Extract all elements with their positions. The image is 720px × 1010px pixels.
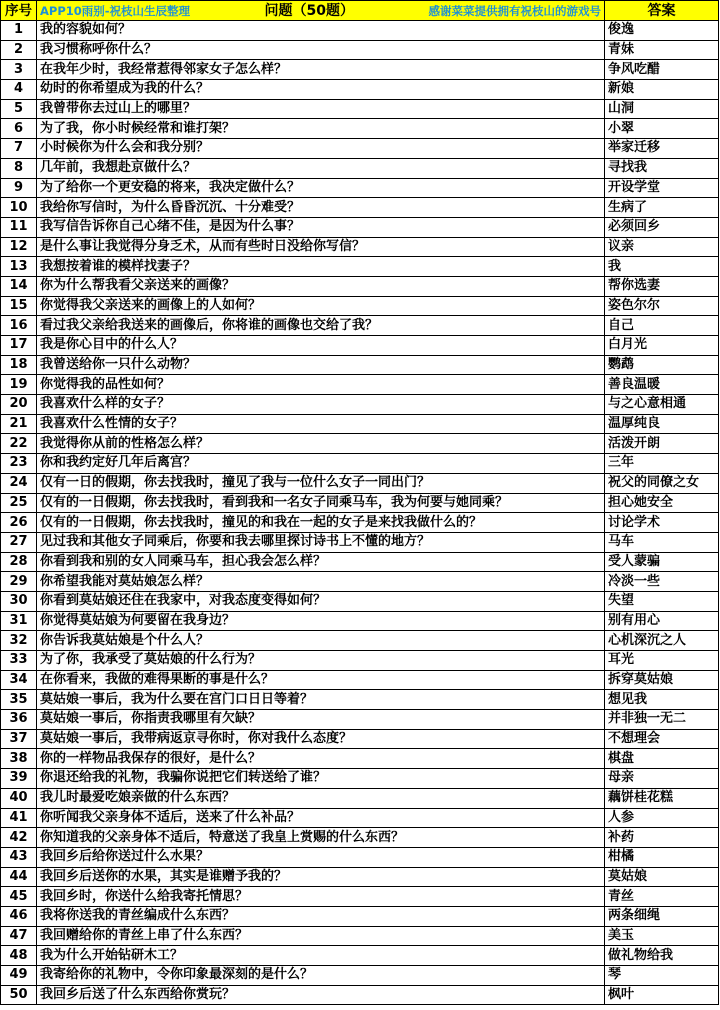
table-row — [1, 985, 719, 1005]
table-row — [1, 808, 719, 828]
table-row — [1, 119, 719, 139]
answer-cell: 议亲 — [605, 237, 719, 257]
question-cell: 我寄给你的礼物中，令你印象最深刻的是什么？ — [37, 966, 605, 986]
question-cell: 你觉得我的品性如何？ — [37, 375, 605, 395]
number-column-header: 序号 — [1, 1, 37, 21]
question-cell: 你和我约定好几年后离宫？ — [37, 454, 605, 474]
row-number: 39 — [1, 769, 37, 789]
table-body — [1, 21, 719, 1005]
answer-cell: 藕饼桂花糕 — [605, 788, 719, 808]
answer-cell: 人参 — [605, 808, 719, 828]
table-row — [1, 828, 719, 848]
question-cell: 仅有的一日假期，你去找我时，看到我和一名女子同乘马车，我为何要与她同乘？ — [37, 493, 605, 513]
row-number: 17 — [1, 336, 37, 356]
table-row — [1, 434, 719, 454]
row-number: 42 — [1, 828, 37, 848]
table-row — [1, 710, 719, 730]
question-cell: 我回乡后给你送过什么水果？ — [37, 847, 605, 867]
question-cell: 你听闻我父亲身体不适后，送来了什么补品？ — [37, 808, 605, 828]
table-row — [1, 139, 719, 159]
question-cell: 为了你，我承受了莫姑娘的什么行为？ — [37, 651, 605, 671]
table-row — [1, 355, 719, 375]
row-number: 43 — [1, 847, 37, 867]
table-row — [1, 690, 719, 710]
answer-cell: 担心她安全 — [605, 493, 719, 513]
table-row — [1, 749, 719, 769]
row-number: 45 — [1, 887, 37, 907]
row-number: 3 — [1, 60, 37, 80]
question-cell: 你退还给我的礼物，我骗你说把它们转送给了谁？ — [37, 769, 605, 789]
row-number: 15 — [1, 296, 37, 316]
row-number: 46 — [1, 906, 37, 926]
table-row — [1, 395, 719, 415]
answer-cell: 莫姑娘 — [605, 867, 719, 887]
question-cell: 你知道我的父亲身体不适后，特意送了我皇上赏赐的什么东西？ — [37, 828, 605, 848]
row-number: 6 — [1, 119, 37, 139]
answer-cell: 马车 — [605, 532, 719, 552]
answer-cell: 柑橘 — [605, 847, 719, 867]
table-row — [1, 611, 719, 631]
row-number: 7 — [1, 139, 37, 159]
table-row — [1, 591, 719, 611]
table-row — [1, 729, 719, 749]
row-number: 24 — [1, 473, 37, 493]
question-cell: 我喜欢什么性情的女子？ — [37, 414, 605, 434]
answer-cell: 生病了 — [605, 198, 719, 218]
answer-cell: 小翠 — [605, 119, 719, 139]
question-cell: 我曾送给你一只什么动物？ — [37, 355, 605, 375]
row-number: 20 — [1, 395, 37, 415]
answer-cell: 白月光 — [605, 336, 719, 356]
row-number: 35 — [1, 690, 37, 710]
question-cell: 莫姑娘一事后，你指责我哪里有欠缺？ — [37, 710, 605, 730]
table-row — [1, 158, 719, 178]
question-cell: 莫姑娘一事后，我带病返京寻你时，你对我什么态度？ — [37, 729, 605, 749]
table-row — [1, 237, 719, 257]
row-number: 38 — [1, 749, 37, 769]
table-row — [1, 296, 719, 316]
answer-cell: 耳光 — [605, 651, 719, 671]
answer-cell: 枫叶 — [605, 985, 719, 1005]
question-cell: 我回乡后送你的水果，其实是谁赠予我的？ — [37, 867, 605, 887]
table-row — [1, 493, 719, 513]
table-row — [1, 552, 719, 572]
answer-cell: 鹦鹉 — [605, 355, 719, 375]
question-cell: 我想按着谁的模样找妻子？ — [37, 257, 605, 277]
table-row — [1, 631, 719, 651]
row-number: 16 — [1, 316, 37, 336]
row-number: 33 — [1, 651, 37, 671]
row-number: 21 — [1, 414, 37, 434]
question-cell: 你的一样物品我保存的很好，是什么？ — [37, 749, 605, 769]
question-cell: 你看到我和别的女人同乘马车，担心我会怎么样？ — [37, 552, 605, 572]
row-number: 23 — [1, 454, 37, 474]
answer-cell: 别有用心 — [605, 611, 719, 631]
row-number: 13 — [1, 257, 37, 277]
answer-cell: 不想理会 — [605, 729, 719, 749]
row-number: 1 — [1, 21, 37, 41]
question-cell: 你看到莫姑娘还住在我家中，对我态度变得如何？ — [37, 591, 605, 611]
row-number: 48 — [1, 946, 37, 966]
question-cell: 在你看来，我做的难得果断的事是什么？ — [37, 670, 605, 690]
question-cell: 是什么事让我觉得分身乏术，从而有些时日没给你写信？ — [37, 237, 605, 257]
question-cell: 我将你送我的青丝编成什么东西？ — [37, 906, 605, 926]
row-number: 19 — [1, 375, 37, 395]
question-cell: 为了我，你小时候经常和谁打架？ — [37, 119, 605, 139]
table-row — [1, 946, 719, 966]
question-cell: 为了给你一个更安稳的将来，我决定做什么？ — [37, 178, 605, 198]
table-row — [1, 651, 719, 671]
question-cell: 你为什么帮我看父亲送来的画像？ — [37, 276, 605, 296]
row-number: 5 — [1, 99, 37, 119]
row-number: 37 — [1, 729, 37, 749]
table-row — [1, 769, 719, 789]
table-row — [1, 966, 719, 986]
row-number: 11 — [1, 217, 37, 237]
table-row — [1, 99, 719, 119]
answer-cell: 新娘 — [605, 80, 719, 100]
row-number: 25 — [1, 493, 37, 513]
answer-cell: 争风吃醋 — [605, 60, 719, 80]
table-row — [1, 454, 719, 474]
table-row — [1, 887, 719, 907]
table-row — [1, 572, 719, 592]
question-cell: 我回乡时，你送什么给我寄托情思？ — [37, 887, 605, 907]
question-cell: 你觉得我父亲送来的画像上的人如何？ — [37, 296, 605, 316]
row-number: 2 — [1, 40, 37, 60]
table-row — [1, 217, 719, 237]
question-cell: 看过我父亲给我送来的画像后，你将谁的画像也交给了我？ — [37, 316, 605, 336]
row-number: 12 — [1, 237, 37, 257]
question-cell: 你希望我能对莫姑娘怎么样？ — [37, 572, 605, 592]
row-number: 47 — [1, 926, 37, 946]
row-number: 41 — [1, 808, 37, 828]
row-number: 8 — [1, 158, 37, 178]
answer-cell: 必须回乡 — [605, 217, 719, 237]
row-number: 29 — [1, 572, 37, 592]
answer-cell: 与之心意相通 — [605, 395, 719, 415]
question-column-header — [37, 1, 605, 21]
table-row — [1, 867, 719, 887]
answer-cell: 自己 — [605, 316, 719, 336]
table-row — [1, 198, 719, 218]
table-row — [1, 847, 719, 867]
question-cell: 我回赠给你的青丝上串了什么东西？ — [37, 926, 605, 946]
row-number: 4 — [1, 80, 37, 100]
question-cell: 仅有的一日假期，你去找我时，撞见的和我在一起的女子是来找我做什么的？ — [37, 513, 605, 533]
answer-cell: 做礼物给我 — [605, 946, 719, 966]
answer-cell: 补药 — [605, 828, 719, 848]
answer-cell: 青丝 — [605, 887, 719, 907]
question-cell: 几年前，我想赴京做什么？ — [37, 158, 605, 178]
answer-cell: 美玉 — [605, 926, 719, 946]
header-row — [1, 1, 719, 21]
table-row — [1, 414, 719, 434]
question-cell: 见过我和其他女子同乘后，你要和我去哪里探讨诗书上不懂的地方？ — [37, 532, 605, 552]
row-number: 27 — [1, 532, 37, 552]
row-number: 34 — [1, 670, 37, 690]
row-number: 31 — [1, 611, 37, 631]
answer-cell: 姿色尔尔 — [605, 296, 719, 316]
answer-cell: 我 — [605, 257, 719, 277]
row-number: 32 — [1, 631, 37, 651]
question-cell: 仅有一日的假期，你去找我时，撞见了我与一位什么女子一同出门？ — [37, 473, 605, 493]
row-number: 22 — [1, 434, 37, 454]
row-number: 50 — [1, 985, 37, 1005]
row-number: 36 — [1, 710, 37, 730]
answer-cell: 帮你选妻 — [605, 276, 719, 296]
answer-cell: 想见我 — [605, 690, 719, 710]
answer-cell: 受人蒙骗 — [605, 552, 719, 572]
answer-cell: 心机深沉之人 — [605, 631, 719, 651]
row-number: 9 — [1, 178, 37, 198]
table-row — [1, 336, 719, 356]
table-row — [1, 316, 719, 336]
table-row — [1, 473, 719, 493]
row-number: 44 — [1, 867, 37, 887]
answer-cell: 祝父的同僚之女 — [605, 473, 719, 493]
compiler-credit: APP10雨别-祝枝山生辰整理 — [40, 3, 191, 18]
table-row — [1, 21, 719, 41]
question-cell: 我觉得你从前的性格怎么样？ — [37, 434, 605, 454]
table-row — [1, 513, 719, 533]
answer-cell: 寻找我 — [605, 158, 719, 178]
question-cell: 你觉得莫姑娘为何要留在我身边？ — [37, 611, 605, 631]
answer-cell: 活泼开朗 — [605, 434, 719, 454]
row-number: 14 — [1, 276, 37, 296]
answer-cell: 三年 — [605, 454, 719, 474]
question-cell: 我的容貌如何？ — [37, 21, 605, 41]
question-cell: 你告诉我莫姑娘是个什么人？ — [37, 631, 605, 651]
answer-cell: 温厚纯良 — [605, 414, 719, 434]
question-cell: 我喜欢什么样的女子？ — [37, 395, 605, 415]
table-row — [1, 60, 719, 80]
table-row — [1, 178, 719, 198]
question-cell: 莫姑娘一事后，我为什么要在宫门口日日等着？ — [37, 690, 605, 710]
table-row — [1, 80, 719, 100]
row-number: 40 — [1, 788, 37, 808]
answer-cell: 棋盘 — [605, 749, 719, 769]
question-cell: 我写信告诉你自己心绪不佳，是因为什么事？ — [37, 217, 605, 237]
answer-column-header: 答案 — [605, 1, 719, 21]
table-row — [1, 926, 719, 946]
table-row — [1, 670, 719, 690]
answer-cell: 冷淡一些 — [605, 572, 719, 592]
answer-cell: 失望 — [605, 591, 719, 611]
answer-cell: 并非独一无二 — [605, 710, 719, 730]
table-row — [1, 375, 719, 395]
answer-cell: 山洞 — [605, 99, 719, 119]
thanks-credit: 感谢菜菜提供拥有祝枝山的游戏号 — [428, 3, 601, 18]
question-cell: 我给你写信时，为什么昏昏沉沉、十分难受？ — [37, 198, 605, 218]
question-cell: 小时候你为什么会和我分别？ — [37, 139, 605, 159]
row-number: 30 — [1, 591, 37, 611]
answer-cell: 琴 — [605, 966, 719, 986]
question-cell: 在我年少时，我经常惹得邻家女子怎么样？ — [37, 60, 605, 80]
row-number: 18 — [1, 355, 37, 375]
answer-cell: 母亲 — [605, 769, 719, 789]
table-row — [1, 906, 719, 926]
table-row — [1, 276, 719, 296]
question-cell: 我为什么开始钻研木工？ — [37, 946, 605, 966]
answer-cell: 善良温暖 — [605, 375, 719, 395]
question-cell: 我儿时最爱吃娘亲做的什么东西？ — [37, 788, 605, 808]
answer-cell: 两条细绳 — [605, 906, 719, 926]
table-row — [1, 40, 719, 60]
table-row — [1, 532, 719, 552]
answer-cell: 青妹 — [605, 40, 719, 60]
answer-cell: 俊逸 — [605, 21, 719, 41]
question-cell: 幼时的你希望成为我的什么？ — [37, 80, 605, 100]
question-cell: 我是你心目中的什么人？ — [37, 336, 605, 356]
row-number: 28 — [1, 552, 37, 572]
question-cell: 我回乡后送了什么东西给你赏玩？ — [37, 985, 605, 1005]
table-row — [1, 257, 719, 277]
row-number: 10 — [1, 198, 37, 218]
table-row — [1, 788, 719, 808]
answer-cell: 拆穿莫姑娘 — [605, 670, 719, 690]
row-number: 26 — [1, 513, 37, 533]
question-cell: 我曾带你去过山上的哪里？ — [37, 99, 605, 119]
answer-cell: 举家迁移 — [605, 139, 719, 159]
answer-cell: 讨论学术 — [605, 513, 719, 533]
question-column-title: 问题（50题） — [264, 2, 355, 19]
question-cell: 我习惯称呼你什么？ — [37, 40, 605, 60]
answer-cell: 开设学堂 — [605, 178, 719, 198]
row-number: 49 — [1, 966, 37, 986]
